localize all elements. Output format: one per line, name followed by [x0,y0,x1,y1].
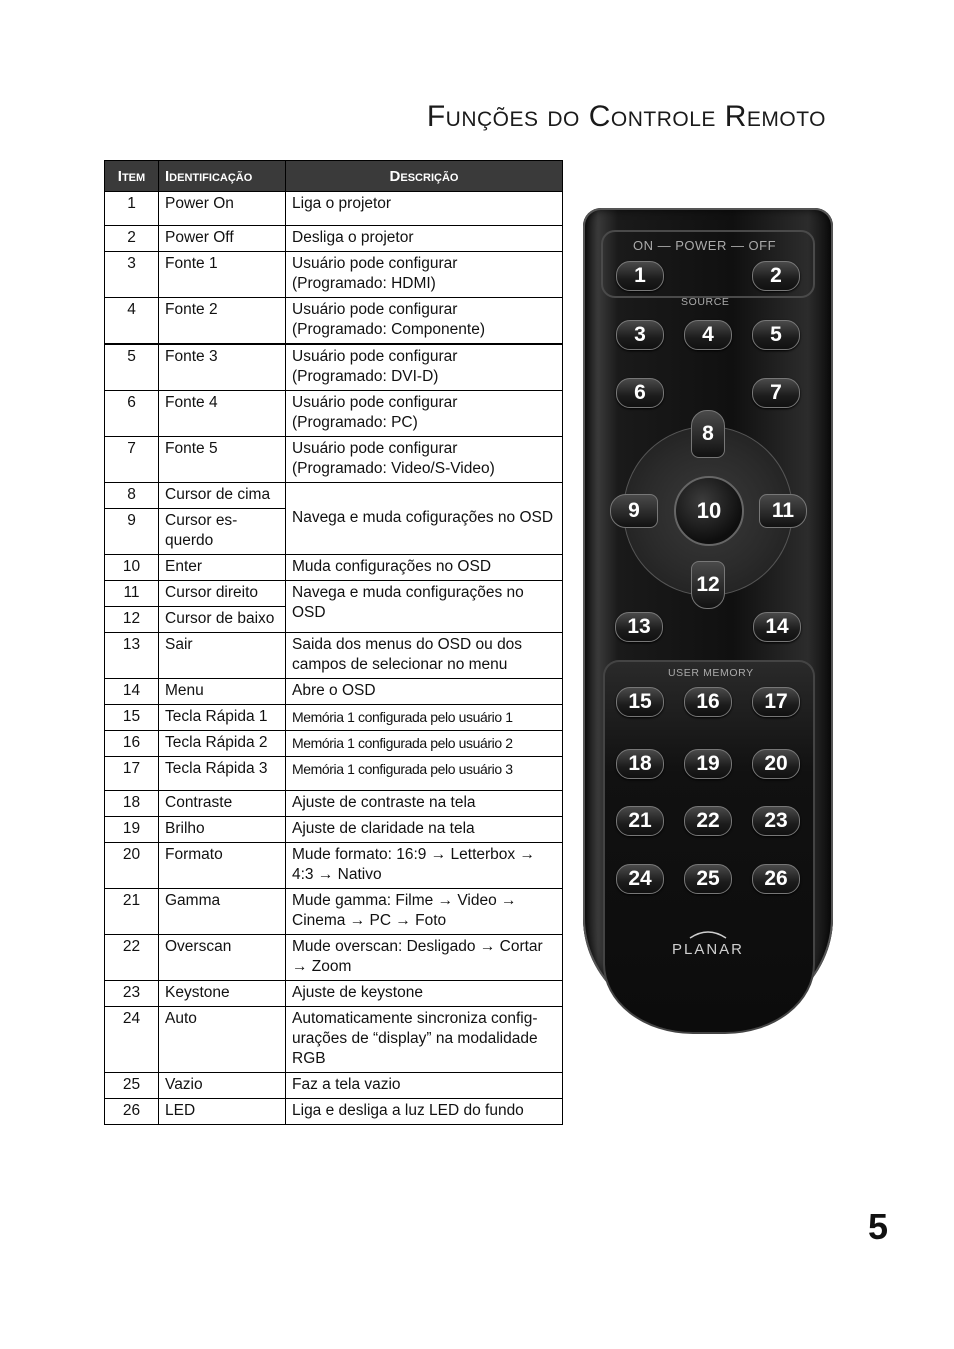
table-row: 8 Cursor de cima Navega e muda cofigurações no OSD [105,483,563,509]
button-15: 15 [616,687,664,717]
button-9: 9 [610,494,658,528]
table-row: 18 Contraste Ajuste de contraste na tela [105,791,563,817]
table-row: 25 Vazio Faz a tela vazio [105,1073,563,1099]
button-14: 14 [753,612,801,642]
button-26: 26 [752,864,800,894]
table-row: 5 Fonte 3 Usuário pode configurar (Programado: DVI-D) [105,344,563,391]
button-12: 12 [691,561,725,609]
table-row: 16 Tecla Rápida 2 Memória 1 configurada pelo usuário 2 [105,731,563,757]
user-memory-label: USER MEMORY [668,667,754,679]
page-number: 5 [867,1206,888,1247]
table-row: 19 Brilho Ajuste de claridade na tela [105,817,563,843]
button-22: 22 [684,806,732,836]
header-identificacao: Identificação [159,161,286,192]
button-16: 16 [684,687,732,717]
button-5: 5 [752,320,800,350]
table-row: 11 Cursor direito Navega e muda configurações no OSD [105,581,563,607]
source-label: SOURCE [681,296,730,308]
button-19: 19 [684,749,732,779]
button-17: 17 [752,687,800,717]
remote-functions-table [104,160,563,1125]
table-row: 10 Enter Muda configurações no OSD [105,555,563,581]
power-label: ON — POWER — OFF [633,238,777,253]
button-6: 6 [616,378,664,408]
planar-logo-icon [688,928,728,940]
table-row: 9 Cursor es-querdo [105,509,563,555]
header-item: Item [105,161,159,192]
table-row: 24 Auto Automaticamente sincroniza config-urações de “display” na modalidade RGB [105,1007,563,1073]
button-11: 11 [759,494,807,528]
table-row: 1 Power On Liga o projetor [105,192,563,226]
table-row: 23 Keystone Ajuste de keystone [105,981,563,1007]
button-10: 10 [674,476,744,546]
table-row: 12 Cursor de baixo [105,607,563,633]
table-row: 17 Tecla Rápida 3 Memória 1 configurada pelo usuário 3 [105,757,563,791]
button-3: 3 [616,320,664,350]
remote-control-illustration [583,208,833,1028]
button-7: 7 [752,378,800,408]
page-title: Funções do Controle Remoto [426,100,826,133]
button-13: 13 [615,612,663,642]
button-2: 2 [752,261,800,291]
table-row: 21 Gamma Mude gamma: Filme → Video → Cinema → PC → Foto [105,889,563,935]
table-row: 20 Formato Mude formato: 16:9 → Letterbox → 4:3 → Nativo [105,843,563,889]
table-row: 4 Fonte 2 Usuário pode configurar (Programado: Componente) [105,298,563,345]
button-4: 4 [684,320,732,350]
button-21: 21 [616,806,664,836]
table-row: 14 Menu Abre o OSD [105,679,563,705]
table-row: 7 Fonte 5 Usuário pode configurar (Programado: Video/S-Video) [105,437,563,483]
table-row: 13 Sair Saida dos menus do OSD ou dos campos de selecionar no menu [105,633,563,679]
button-1: 1 [616,261,664,291]
brand-logo: PLANAR [671,941,745,958]
header-descricao: Descrição [286,161,563,192]
button-8: 8 [691,410,725,458]
table-row: 22 Overscan Mude overscan: Desligado → Cortar → Zoom [105,935,563,981]
table-row: 15 Tecla Rápida 1 Memória 1 configurada pelo usuário 1 [105,705,563,731]
button-23: 23 [752,806,800,836]
table-row: 26 LED Liga e desliga a luz LED do fundo [105,1099,563,1125]
button-20: 20 [752,749,800,779]
table-row: 2 Power Off Desliga o projetor [105,226,563,252]
button-25: 25 [684,864,732,894]
button-18: 18 [616,749,664,779]
table-row: 6 Fonte 4 Usuário pode configurar (Programado: PC) [105,391,563,437]
table-header-row [105,161,563,192]
table-row: 3 Fonte 1 Usuário pode configurar (Programado: HDMI) [105,252,563,298]
button-24: 24 [616,864,664,894]
